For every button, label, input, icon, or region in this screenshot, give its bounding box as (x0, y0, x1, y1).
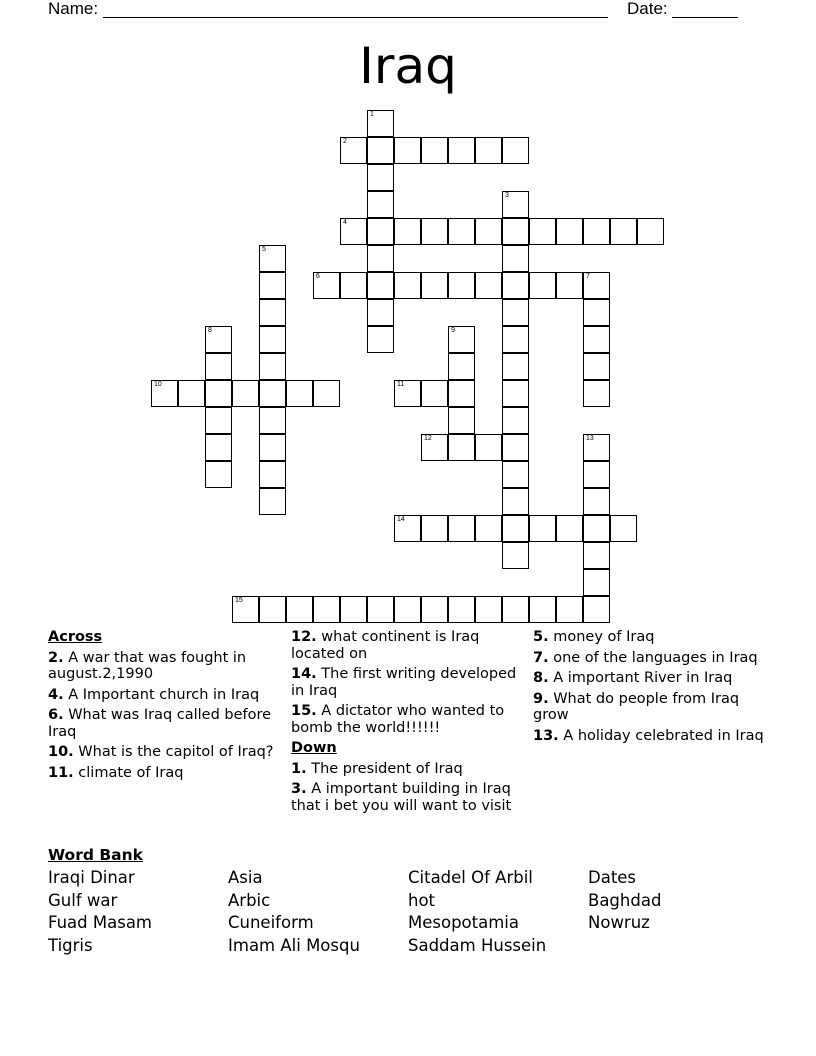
clue-number: 11 (397, 381, 405, 388)
crossword-cell[interactable] (448, 353, 475, 380)
crossword-cell[interactable] (313, 272, 340, 299)
page-title: Iraq (359, 37, 457, 95)
across-heading: Across (48, 629, 103, 645)
clue-down-3: 3. A important building in Iraq that i bet you will want to visit (291, 781, 512, 814)
crossword-cell[interactable] (340, 596, 367, 623)
crossword-cell[interactable] (502, 380, 529, 407)
crossword-cell[interactable] (367, 272, 394, 299)
name-line[interactable] (103, 2, 608, 18)
crossword-cell[interactable] (151, 380, 178, 407)
crossword-cell[interactable] (367, 110, 394, 137)
crossword-cell[interactable] (367, 245, 394, 272)
crossword-cell[interactable] (448, 218, 475, 245)
crossword-cell[interactable] (394, 137, 421, 164)
crossword-cell[interactable] (421, 596, 448, 623)
crossword-cell[interactable] (205, 353, 232, 380)
word-bank-item: Baghdad (588, 891, 662, 910)
crossword-cell[interactable] (421, 380, 448, 407)
word-bank-item: Gulf war (48, 891, 118, 910)
date-line[interactable] (672, 2, 738, 18)
crossword-cell[interactable] (502, 326, 529, 353)
crossword-cell[interactable] (475, 596, 502, 623)
crossword-cell[interactable] (205, 380, 232, 407)
crossword-cell[interactable] (313, 596, 340, 623)
clue-across-15: 15. A dictator who wanted to bomb the world!!!!!! (291, 703, 505, 736)
clue-number: 15 (235, 597, 243, 604)
clue-number: 14 (397, 516, 405, 523)
crossword-cell[interactable] (448, 515, 475, 542)
crossword-cell[interactable] (583, 218, 610, 245)
crossword-cell[interactable] (475, 434, 502, 461)
crossword-cell[interactable] (394, 515, 421, 542)
crossword-cell[interactable] (286, 380, 313, 407)
crossword-cell[interactable] (583, 434, 610, 461)
crossword-cell[interactable] (583, 569, 610, 596)
crossword-cell[interactable] (502, 461, 529, 488)
crossword-cell[interactable] (502, 137, 529, 164)
crossword-cell[interactable] (529, 272, 556, 299)
crossword-cell[interactable] (502, 218, 529, 245)
crossword-cell[interactable] (394, 272, 421, 299)
crossword-cell[interactable] (259, 299, 286, 326)
crossword-cell[interactable] (313, 380, 340, 407)
crossword-cell[interactable] (502, 542, 529, 569)
crossword-cell[interactable] (583, 461, 610, 488)
down-heading: Down (291, 740, 337, 756)
crossword-cell[interactable] (475, 218, 502, 245)
clue-down-5: 5. money of Iraq (533, 629, 655, 645)
crossword-cell[interactable] (502, 299, 529, 326)
crossword-cell[interactable] (556, 272, 583, 299)
crossword-cell[interactable] (340, 272, 367, 299)
clue-down-9: 9. What do people from Iraq grow (533, 690, 740, 723)
crossword-cell[interactable] (259, 434, 286, 461)
crossword-cell[interactable] (259, 407, 286, 434)
crossword-cell[interactable] (367, 596, 394, 623)
crossword-cell[interactable] (502, 245, 529, 272)
crossword-cell[interactable] (367, 164, 394, 191)
crossword-cell[interactable] (583, 542, 610, 569)
clue-number: 8 (208, 327, 212, 334)
crossword-cell[interactable] (421, 218, 448, 245)
crossword-cell[interactable] (610, 515, 637, 542)
crossword-cell[interactable] (448, 137, 475, 164)
crossword-cell[interactable] (421, 515, 448, 542)
clue-across-2: 2. A war that was fought in august.2,1990 (48, 649, 247, 682)
word-bank-item: Imam Ali Mosqu (228, 936, 360, 955)
crossword-cell[interactable] (610, 218, 637, 245)
crossword-cell[interactable] (583, 326, 610, 353)
crossword-cell[interactable] (448, 596, 475, 623)
crossword-cell[interactable] (502, 272, 529, 299)
word-bank-item: Dates (588, 868, 637, 887)
crossword-cell[interactable] (232, 596, 259, 623)
crossword-cell[interactable] (556, 596, 583, 623)
crossword-cell[interactable] (367, 218, 394, 245)
crossword-cell[interactable] (529, 596, 556, 623)
word-bank-item: Saddam Hussein (408, 936, 547, 955)
name-label: Name: (48, 0, 99, 18)
crossword-cell[interactable] (394, 218, 421, 245)
crossword-cell[interactable] (637, 218, 664, 245)
crossword-cell[interactable] (475, 272, 502, 299)
crossword-cell[interactable] (205, 407, 232, 434)
crossword-cell[interactable] (448, 326, 475, 353)
clue-number: 5 (262, 246, 266, 253)
clue-number: 3 (505, 192, 509, 199)
crossword-cell[interactable] (178, 380, 205, 407)
crossword-cell[interactable] (367, 326, 394, 353)
crossword-cell[interactable] (583, 488, 610, 515)
crossword-cell[interactable] (556, 515, 583, 542)
crossword-cell[interactable] (583, 353, 610, 380)
clue-number: 6 (316, 273, 320, 280)
crossword-cell[interactable] (421, 272, 448, 299)
clue-down-1: 1. The president of Iraq (291, 760, 463, 777)
crossword-cell[interactable] (502, 596, 529, 623)
clue-down-13: 13. A holiday celebrated in Iraq (533, 727, 764, 744)
crossword-cell[interactable] (583, 515, 610, 542)
date-field[interactable] (627, 0, 738, 18)
word-bank-item: Asia (228, 868, 263, 887)
clue-down-8: 8. A important River in Iraq (533, 670, 733, 686)
crossword-cell[interactable] (583, 596, 610, 623)
clue-number: 4 (343, 219, 347, 226)
clue-column-3 (533, 629, 768, 748)
crossword-cell[interactable] (556, 218, 583, 245)
crossword-cell[interactable] (502, 434, 529, 461)
clue-down-7: 7. one of the languages in Iraq (533, 649, 758, 666)
word-bank-item: Iraqi Dinar (48, 868, 135, 887)
crossword-cell[interactable] (259, 245, 286, 272)
crossword-cell[interactable] (502, 191, 529, 218)
word-bank-item: Arbic (228, 891, 271, 910)
word-bank-item: hot (408, 891, 436, 910)
crossword-cell[interactable] (448, 407, 475, 434)
crossword-cell[interactable] (205, 434, 232, 461)
clue-number: 7 (586, 273, 590, 280)
crossword-cell[interactable] (259, 488, 286, 515)
clue-number: 1 (370, 111, 374, 118)
word-bank-title: Word Bank (48, 846, 143, 864)
date-label: Date: (627, 0, 668, 18)
clue-across-6: 6. What was Iraq called before Iraq (48, 707, 272, 740)
crossword-cell[interactable] (448, 434, 475, 461)
crossword-cell[interactable] (259, 326, 286, 353)
word-bank-item: Tigris (48, 936, 93, 955)
word-bank-item: Citadel Of Arbil (408, 868, 533, 887)
clue-across-10: 10. What is the capitol of Iraq? (48, 744, 274, 760)
crossword-cell[interactable] (583, 380, 610, 407)
clue-number: 10 (154, 381, 162, 388)
clue-across-14: 14. The first writing developed in Iraq (291, 666, 517, 699)
crossword-cell[interactable] (502, 407, 529, 434)
word-bank-item: Nowruz (588, 913, 650, 932)
crossword-cell[interactable] (367, 137, 394, 164)
crossword-cell[interactable] (421, 434, 448, 461)
crossword-cell[interactable] (448, 272, 475, 299)
clue-across-4: 4. A Important church in Iraq (48, 686, 260, 703)
crossword-cell[interactable] (232, 380, 259, 407)
crossword-cell[interactable] (502, 515, 529, 542)
crossword-cell[interactable] (583, 272, 610, 299)
crossword-cell[interactable] (340, 218, 367, 245)
word-bank-item: Cuneiform (228, 913, 314, 932)
crossword-cell[interactable] (259, 380, 286, 407)
crossword-cell[interactable] (367, 299, 394, 326)
crossword-cell[interactable] (205, 326, 232, 353)
crossword-cell[interactable] (529, 218, 556, 245)
crossword-cell[interactable] (394, 596, 421, 623)
clue-across-12: 12. what continent is Iraq located on (291, 629, 480, 662)
crossword-cell[interactable] (259, 461, 286, 488)
crossword-cell[interactable] (286, 596, 313, 623)
name-field[interactable] (48, 0, 608, 18)
crossword-cell[interactable] (394, 380, 421, 407)
clue-across-11: 11. climate of Iraq (48, 764, 184, 781)
crossword-cell[interactable] (259, 353, 286, 380)
crossword-cell[interactable] (475, 515, 502, 542)
crossword-cell[interactable] (367, 191, 394, 218)
clue-column-2 (291, 629, 526, 818)
crossword-cell[interactable] (205, 461, 232, 488)
clue-column-1 (48, 629, 276, 785)
clue-number: 13 (586, 435, 594, 442)
clue-number: 12 (424, 435, 432, 442)
crossword-cell[interactable] (502, 353, 529, 380)
crossword-cell[interactable] (421, 137, 448, 164)
crossword-cell[interactable] (475, 137, 502, 164)
word-bank-item: Fuad Masam (48, 913, 153, 932)
crossword-cell[interactable] (529, 515, 556, 542)
crossword-cell[interactable] (259, 272, 286, 299)
clue-number: 9 (451, 327, 455, 334)
crossword-cell[interactable] (583, 299, 610, 326)
crossword-cell[interactable] (502, 488, 529, 515)
crossword-cell[interactable] (340, 137, 367, 164)
crossword-cell[interactable] (259, 596, 286, 623)
word-bank-item: Mesopotamia (408, 913, 519, 932)
crossword-cell[interactable] (448, 380, 475, 407)
clue-number: 2 (343, 138, 347, 145)
